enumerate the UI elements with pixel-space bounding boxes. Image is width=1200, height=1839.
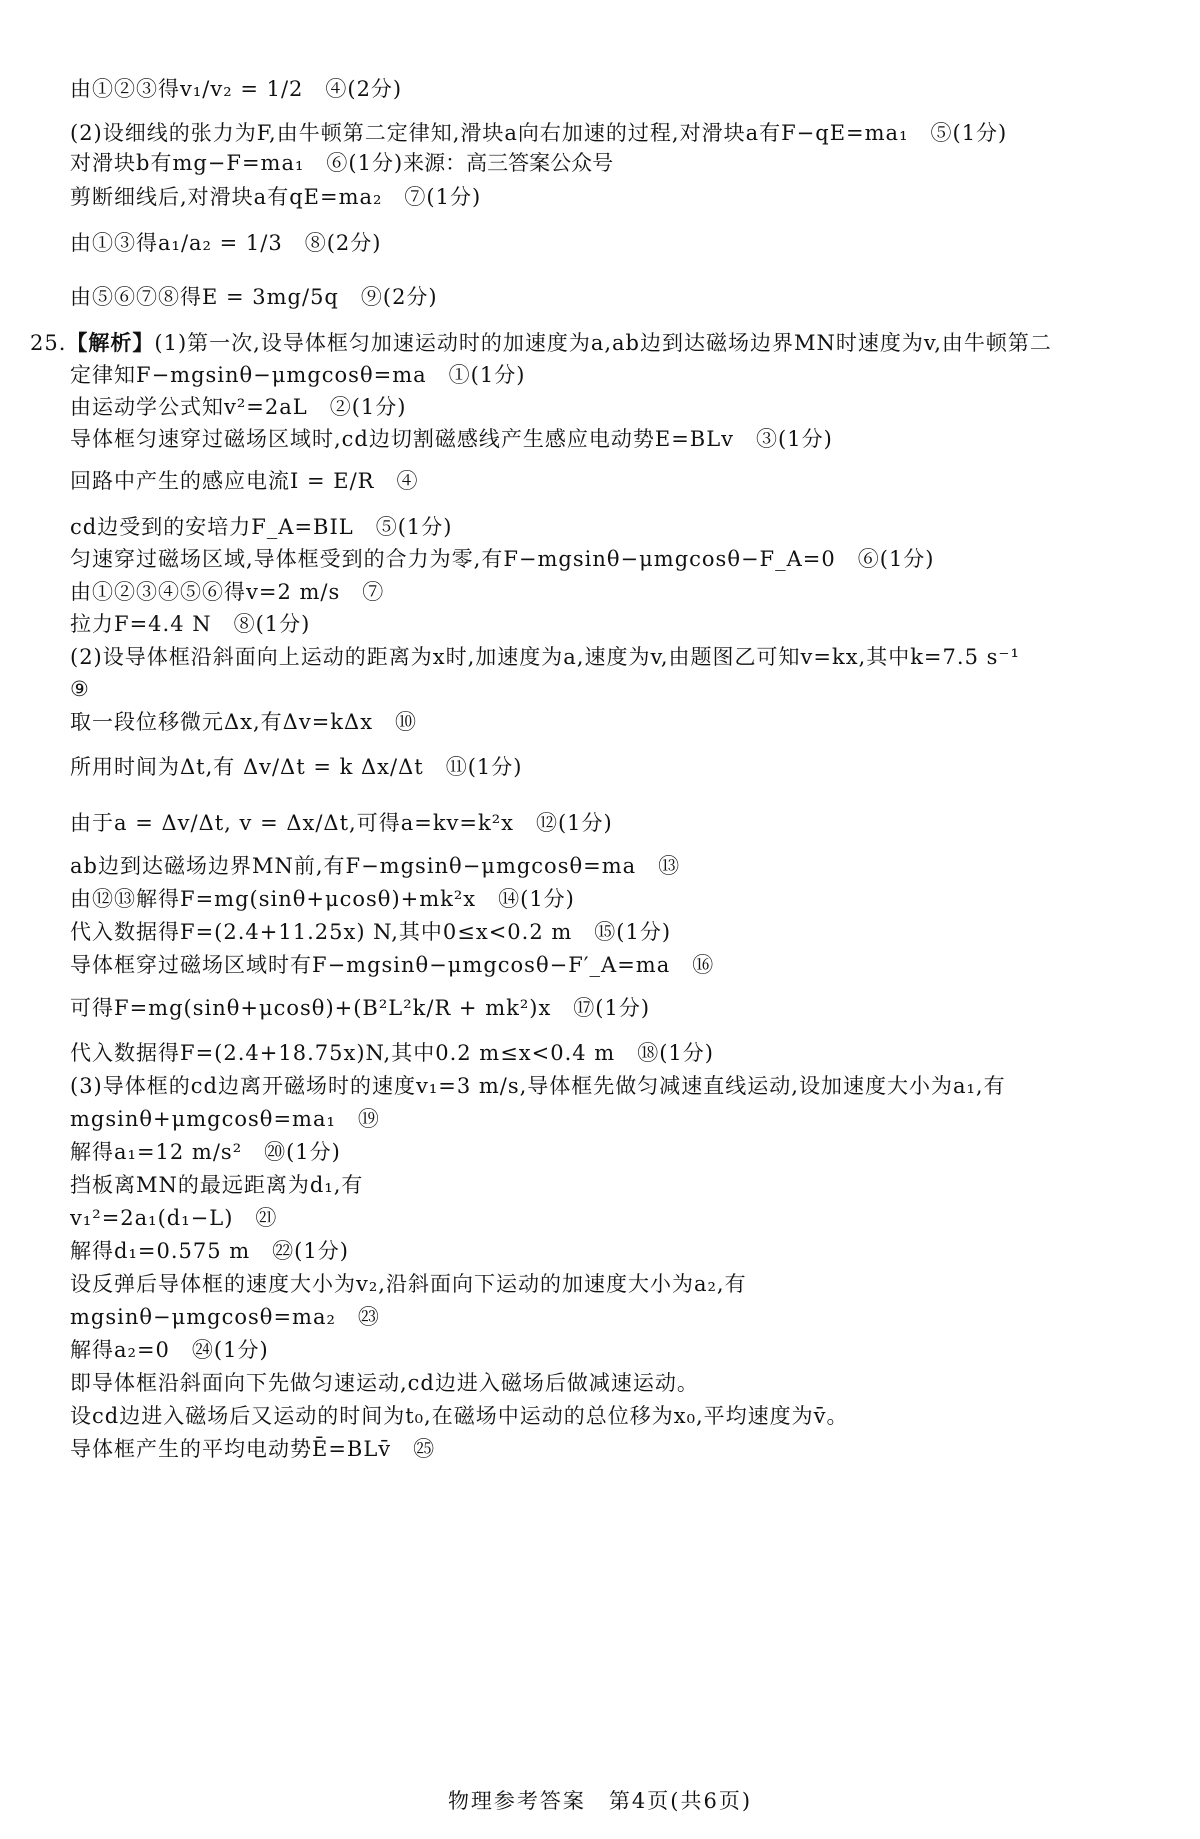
- text-line: 对滑块b有mg−F=ma₁ ⑥(1分): [70, 151, 404, 175]
- text-line: 导体框产生的平均电动势Ē=BLv̄ ㉕: [70, 1437, 436, 1461]
- text-line: mgsinθ−μmgcosθ=ma₂ ㉓: [70, 1305, 380, 1329]
- text-line: (3)导体框的cd边离开磁场时的速度v₁=3 m/s,导体框先做匀减速直线运动,设加速度大小为a₁,有: [70, 1074, 1006, 1098]
- text-line: 由⑫⑬解得F=mg(sinθ+μcosθ)+mk²x ⑭(1分): [70, 887, 575, 911]
- text-line: 导体框穿过磁场区域时有F−mgsinθ−μmgcosθ−F′_A=ma ⑯: [70, 953, 715, 977]
- text-line: 解得a₂=0 ㉔(1分): [70, 1338, 269, 1362]
- source-watermark: 来源：高三答案公众号: [403, 151, 614, 175]
- text-line: 由①②③得v₁/v₂ = 1/2 ④(2分): [70, 77, 403, 101]
- text-line: 由①②③④⑤⑥得v=2 m/s ⑦: [70, 580, 385, 604]
- text-line: 由运动学公式知v²=2aL ②(1分): [70, 395, 407, 419]
- text-line: (2)设导体框沿斜面向上运动的距离为x时,加速度为a,速度为v,由题图乙可知v=kx,其中k=7.5 s⁻¹: [70, 645, 1020, 669]
- text-line: 定律知F−mgsinθ−μmgcosθ=ma ①(1分): [70, 363, 526, 387]
- text-line: 即导体框沿斜面向下先做匀速运动,cd边进入磁场后做减速运动。: [70, 1371, 699, 1395]
- text-line: 由于a = Δv/Δt, v = Δx/Δt,可得a=kv=k²x ⑫(1分): [70, 811, 613, 835]
- text-line: 由①③得a₁/a₂ = 1/3 ⑧(2分): [70, 231, 382, 255]
- text-line: 所用时间为Δt,有 Δv/Δt = k Δx/Δt ⑪(1分): [70, 755, 523, 779]
- question-number: 25.: [30, 331, 67, 355]
- text-line: 回路中产生的感应电流I = E/R ④: [70, 469, 419, 493]
- text-line: 剪断细线后,对滑块a有qE=ma₂ ⑦(1分): [70, 185, 482, 209]
- text-line: ab边到达磁场边界MN前,有F−mgsinθ−μmgcosθ=ma ⑬: [70, 854, 681, 878]
- text-line: (2)设细线的张力为F,由牛顿第二定律知,滑块a向右加速的过程,对滑块a有F−qE=ma₁ ⑤(1分): [70, 121, 1008, 145]
- text-line: 由⑤⑥⑦⑧得E = 3mg/5q ⑨(2分): [70, 285, 438, 309]
- text-line: 设cd边进入磁场后又运动的时间为t₀,在磁场中运动的总位移为x₀,平均速度为v̄。: [70, 1404, 849, 1428]
- page-footer: 物理参考答案 第4页(共6页): [447, 1789, 753, 1813]
- text-line: 代入数据得F=(2.4+11.25x) N,其中0≤x<0.2 m ⑮(1分): [70, 920, 672, 944]
- text-line: cd边受到的安培力F_A=BIL ⑤(1分): [70, 515, 453, 539]
- text-line: 挡板离MN的最远距离为d₁,有: [70, 1173, 364, 1197]
- text-line-composite: [70, 148, 1160, 178]
- text-line: 导体框匀速穿过磁场区域时,cd边切割磁感线产生感应电动势E=BLv ③(1分): [70, 427, 833, 451]
- text-line: (1)第一次,设导体框匀加速运动时的加速度为a,ab边到达磁场边界MN时速度为v,由牛顿第二: [154, 331, 1052, 355]
- text-line: 设反弹后导体框的速度大小为v₂,沿斜面向下运动的加速度大小为a₂,有: [70, 1272, 747, 1296]
- text-line: 匀速穿过磁场区域,导体框受到的合力为零,有F−mgsinθ−μmgcosθ−F_A=0 ⑥(1分): [70, 547, 935, 571]
- text-line: 解得d₁=0.575 m ㉒(1分): [70, 1239, 349, 1263]
- text-line: 可得F=mg(sinθ+μcosθ)+(B²L²k/R + mk²)x ⑰(1分): [70, 996, 651, 1020]
- text-line: 解得a₁=12 m/s² ⑳(1分): [70, 1140, 341, 1164]
- text-line: ⑨: [70, 677, 90, 701]
- question-header: [30, 328, 1160, 358]
- text-line: v₁²=2a₁(d₁−L) ㉑: [70, 1206, 278, 1230]
- analysis-label: 【解析】: [66, 330, 155, 355]
- text-line: 拉力F=4.4 N ⑧(1分): [70, 612, 311, 636]
- text-line: 代入数据得F=(2.4+18.75x)N,其中0.2 m≤x<0.4 m ⑱(1分): [70, 1041, 714, 1065]
- text-line: mgsinθ+μmgcosθ=ma₁ ⑲: [70, 1107, 380, 1131]
- text-line: 取一段位移微元Δx,有Δv=kΔx ⑩: [70, 710, 418, 734]
